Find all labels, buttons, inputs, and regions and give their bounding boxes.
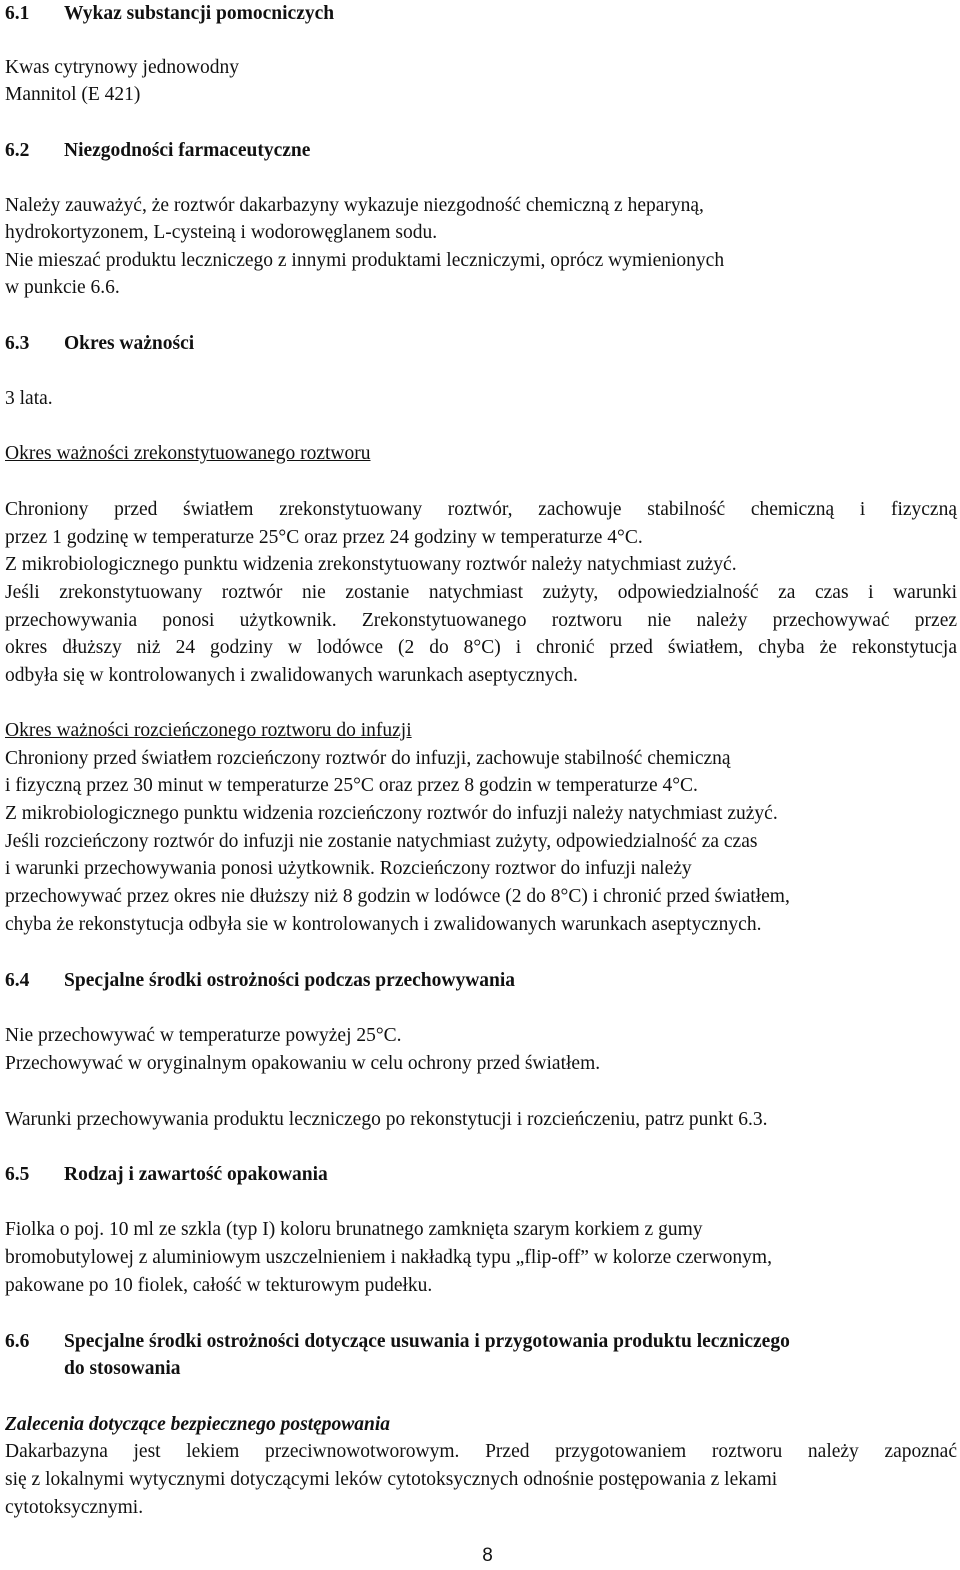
page-number: 8 — [482, 1545, 493, 1566]
section-6-5-heading: 6.5 Rodzaj i zawartość opakowania — [5, 1164, 328, 1185]
paragraph-line: przechowywać przez okres nie dłuższy niż 8 godzin w lodówce (2 do 8°C) i chronić przed światłem, — [5, 886, 790, 907]
diluted-subheading: Okres ważności rozcieńczonego roztworu do infuzji — [5, 720, 412, 741]
excipient-item: Mannitol (E 421) — [5, 84, 141, 105]
paragraph-line: bromobutylowej z aluminiowym uszczelnieniem i nakładką typu „flip-off” w kolorze czerwonym, — [5, 1247, 772, 1268]
paragraph-line: Chroniony przed światłem zrekonstytuowany roztwór, zachowuje stabilność chemiczną i fizyczną — [5, 499, 957, 520]
paragraph-line: i fizyczną przez 30 minut w temperaturze 25°C oraz przez 8 godzin w temperaturze 4°C. — [5, 775, 698, 796]
section-6-1-heading: 6.1 Wykaz substancji pomocniczych — [5, 3, 335, 24]
paragraph-line: odbyła się w kontrolowanych i zwalidowanych warunkach aseptycznych. — [5, 665, 578, 686]
paragraph-line: Jeśli zrekonstytuowany roztwór nie zostanie natychmiast zużyty, odpowiedzialność za czas i warunki — [5, 582, 957, 603]
paragraph-line: przechowywania ponosi użytkownik. Zrekonstytuowanego roztworu nie należy przechowywać przez — [5, 610, 957, 631]
paragraph-line: się z lokalnymi wytycznymi dotyczącymi leków cytotoksycznych odnośnie postępowania z lekami — [5, 1469, 778, 1490]
paragraph-line: Dakarbazyna jest lekiem przeciwnowotworowym. Przed przygotowaniem roztworu należy zapoznać — [5, 1441, 957, 1462]
safe-handling-subheading: Zalecenia dotyczące bezpiecznego postępowania — [5, 1414, 391, 1435]
paragraph-line: w punkcie 6.6. — [5, 277, 120, 298]
paragraph-line: Przechowywać w oryginalnym opakowaniu w celu ochrony przed światłem. — [5, 1053, 601, 1074]
paragraph-line: hydrokortyzonem, L-cysteiną i wodorowęglanem sodu. — [5, 222, 438, 243]
section-6-6-heading: 6.6 Specjalne środki ostrożności dotyczące usuwania i przygotowania produktu leczniczego — [5, 1331, 790, 1352]
storage-note: Warunki przechowywania produktu leczniczego po rekonstytucji i rozcieńczeniu, patrz punkt 6.3. — [5, 1109, 768, 1130]
paragraph-line: Jeśli rozcieńczony roztwór do infuzji nie zostanie natychmiast zużyty, odpowiedzialność za czas — [5, 831, 758, 852]
paragraph-line: przez 1 godzinę w temperaturze 25°C oraz przez 24 godziny w temperaturze 4°C. — [5, 527, 643, 548]
paragraph-line: Nie przechowywać w temperaturze powyżej 25°C. — [5, 1025, 402, 1046]
paragraph-line: i warunki przechowywania ponosi użytkownik. Rozcieńczony roztwor do infuzji należy — [5, 858, 692, 879]
paragraph-line: pakowane po 10 fiolek, całość w tekturowym pudełku. — [5, 1275, 433, 1296]
paragraph-line: Należy zauważyć, że roztwór dakarbazyny wykazuje niezgodność chemiczną z heparyną, — [5, 195, 704, 216]
paragraph-line: Z mikrobiologicznego punktu widzenia rozcieńczony roztwór do infuzji należy natychmiast zużyć. — [5, 803, 778, 824]
excipient-item: Kwas cytrynowy jednowodny — [5, 57, 239, 78]
reconstituted-subheading: Okres ważności zrekonstytuowanego roztworu — [5, 443, 371, 464]
section-6-2-heading: 6.2 Niezgodności farmaceutyczne — [5, 140, 311, 161]
section-6-6-heading-cont: do stosowania — [64, 1358, 181, 1379]
paragraph-line: Fiolka o poj. 10 ml ze szkla (typ I) koloru brunatnego zamknięta szarym korkiem z gumy — [5, 1219, 703, 1240]
shelf-life-value: 3 lata. — [5, 388, 53, 409]
paragraph-line: cytotoksycznymi. — [5, 1497, 144, 1518]
paragraph-line: okres dłuższy niż 24 godziny w lodówce (2 do 8°C) i chronić przed światłem, chyba że rekonstytucja — [5, 637, 957, 658]
section-6-3-heading: 6.3 Okres ważności — [5, 333, 195, 354]
paragraph-line: Z mikrobiologicznego punktu widzenia zrekonstytuowany roztwór należy natychmiast zużyć. — [5, 554, 737, 575]
paragraph-line: chyba że rekonstytucja odbyła sie w kontrolowanych i zwalidowanych warunkach aseptycznych. — [5, 914, 762, 935]
section-6-4-heading: 6.4 Specjalne środki ostrożności podczas przechowywania — [5, 970, 516, 991]
paragraph-line: Chroniony przed światłem rozcieńczony roztwór do infuzji, zachowuje stabilność chemiczną — [5, 748, 731, 769]
paragraph-line: Nie mieszać produktu leczniczego z innymi produktami leczniczymi, oprócz wymienionych — [5, 250, 725, 271]
